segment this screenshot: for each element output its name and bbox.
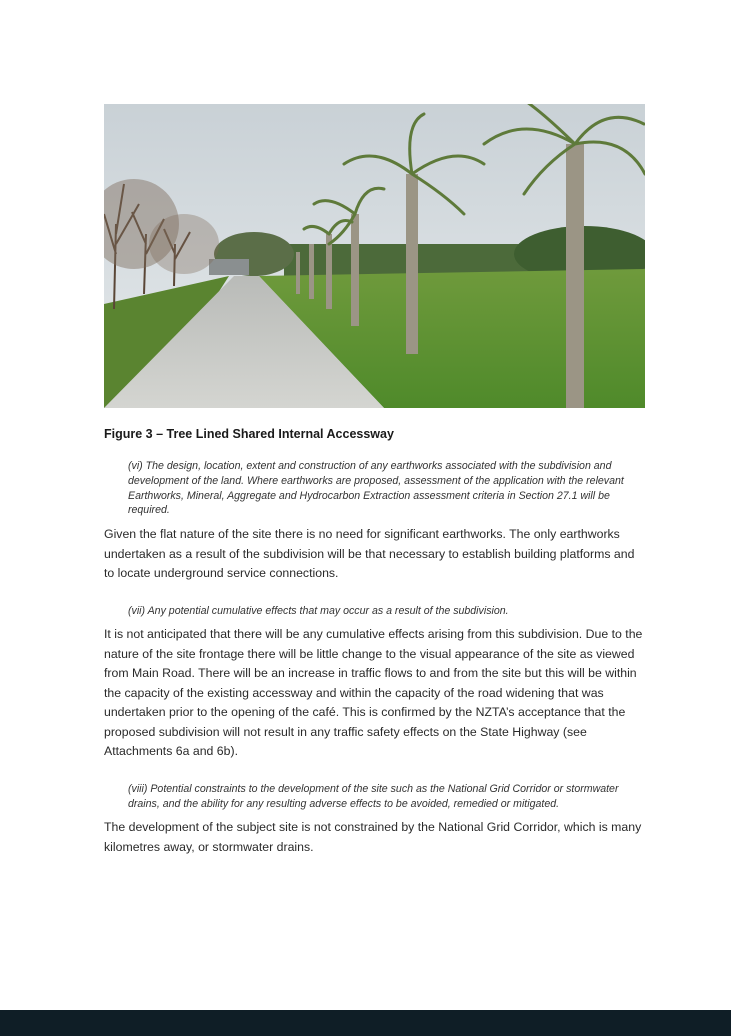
response-vi: Given the flat nature of the site there is no need for significant earthworks. The only earthworks undertaken as a result of the subdivision will be that necessary to establish building platforms and to locate underground service connections.: [104, 527, 635, 580]
criterion-vii: (vii) Any potential cumulative effects that may occur as a result of the subdivision.: [128, 605, 509, 617]
response-vii: It is not anticipated that there will be any cumulative effects arising from this subdivision. Due to the nature of the site frontage there will be little change to the visual appearance of the site as viewed from Main Road. There will be an increase in traffic flows to and from the site but this will be within the capacity of the existing accessway and within the capacity of the road widening that was undertaken prior to the opening of the café. This is confirmed by the NZTA’s acceptance that the proposed subdivision will not result in any traffic safety effects on the State Highway (see Attachments 6a and 6b).: [104, 627, 643, 758]
criterion-vi: (vi) The design, location, extent and construction of any earthworks associated with the subdivision and development of the land. Where earthworks are proposed, assessment of the application with the relevant Earthworks, Mineral, Aggregate and Hydrocarbon Extraction assessment criteria in Section 27.1 will be required.: [128, 460, 624, 517]
figure-photo-tree-lined-accessway: [104, 104, 645, 408]
criterion-viii: (viii) Potential constraints to the development of the site such as the National Grid Corridor or stormwater drains, and the ability for any resulting adverse effects to be avoided, remedied or mitigated.: [128, 783, 619, 810]
footer-bar: [0, 1010, 731, 1036]
figure-caption: Figure 3 – Tree Lined Shared Internal Accessway: [104, 427, 394, 441]
response-viii: The development of the subject site is not constrained by the National Grid Corridor, which is many kilometres away, or stormwater drains.: [104, 820, 642, 854]
